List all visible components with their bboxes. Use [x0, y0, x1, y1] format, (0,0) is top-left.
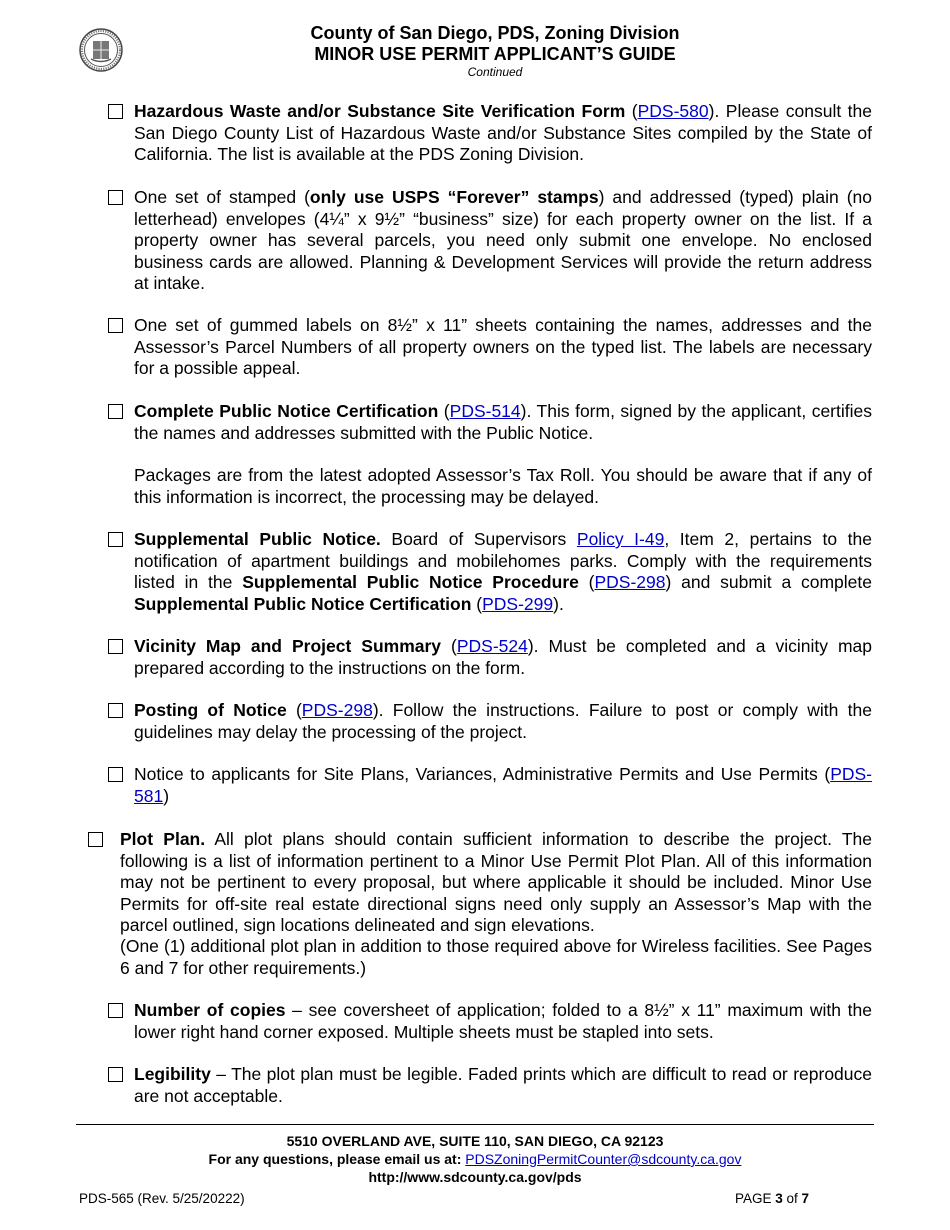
page-label: PAGE: [735, 1191, 776, 1206]
envelopes-description: ) and addressed (typed) plain (no letterhead) envelopes (4¼” x 9½” “business” size) for each property owner on the list. If a property owner has several parcels, you need only submit one envelope. No enclosed business cards are allowed. Planning & Development Services will provide the return address at intake.: [134, 187, 872, 293]
copies-description: – see coversheet of application; folded to a 8½” x 11” maximum with the lower right hand corner exposed. Multiple sheets must be stapled into sets.: [134, 1000, 872, 1042]
page-total: 7: [801, 1191, 810, 1206]
hazardous-waste-checkbox[interactable]: [108, 104, 123, 119]
envelopes-intro: One set of stamped (: [134, 187, 310, 207]
footer-page-number: [735, 1190, 809, 1208]
supplemental-procedure-title: Supplemental Public Notice Procedure: [242, 572, 579, 592]
certification-text: [134, 401, 872, 444]
legibility-checkbox[interactable]: [108, 1067, 123, 1082]
footer-address: 5510 OVERLAND AVE, SUITE 110, SAN DIEGO, CA 92123: [286, 1133, 664, 1149]
hazardous-waste-description: ). Please consult the San Diego County List of Hazardous Waste and/or Substance Sites compiled by the State of California. The list is available at the PDS Zoning Division.: [134, 101, 872, 164]
copies-title: Number of copies: [134, 1000, 286, 1020]
posting-title: Posting of Notice: [134, 700, 287, 720]
posting-description: ). Follow the instructions. Failure to post or comply with the guidelines may delay the processing of the project.: [134, 700, 872, 742]
paren-open: (: [578, 572, 595, 592]
vicinity-checkbox[interactable]: [108, 639, 123, 654]
pds-581-link[interactable]: PDS-581: [134, 764, 872, 806]
supplemental-certification-title: Supplemental Public Notice Certification: [134, 593, 472, 614]
certification-title: Complete Public Notice Certification: [134, 401, 439, 421]
labels-text: One set of gummed labels on 8½” x 11” sheets containing the names, addresses and the Assessor’s Parcel Numbers of all property owners on the typed list. The labels are necessary for a possible appeal.: [134, 315, 872, 378]
envelopes-stamps-note: only use USPS “Forever” stamps: [309, 187, 599, 207]
notice-applicants-checkbox[interactable]: [108, 767, 123, 782]
page-of: of: [782, 1191, 802, 1206]
packages-note: Packages are from the latest adopted Assessor’s Tax Roll. You should be aware that if any of this information is incorrect, the processing may be delayed.: [134, 465, 872, 507]
footer-email-link[interactable]: PDSZoningPermitCounter@sdcounty.ca.gov: [465, 1151, 742, 1167]
vicinity-text: [134, 636, 872, 679]
posting-pds-298-link[interactable]: PDS-298: [301, 700, 373, 720]
page-subtitle: MINOR USE PERMIT APPLICANT’S GUIDE: [314, 44, 676, 64]
footer-website: http://www.sdcounty.ca.gov/pds: [368, 1169, 582, 1185]
footer-divider: [76, 1124, 874, 1125]
envelopes-text: [134, 187, 872, 295]
notice-applicants-text: [134, 764, 872, 807]
notice-applicants-description: Notice to applicants for Site Plans, Variances, Administrative Permits and Use Permits (: [134, 764, 831, 784]
paren-open: (: [471, 593, 483, 614]
vicinity-title: Vicinity Map and Project Summary: [134, 636, 442, 656]
legibility-description: – The plot plan must be legible. Faded prints which are difficult to read or reproduce are not acceptable.: [134, 1064, 872, 1106]
copies-checkbox[interactable]: [108, 1003, 123, 1018]
supplemental-text-2: , Item 2, pertains to the notification of apartment buildings and mobilehomes parks. Comply with the requirements listed in the: [134, 529, 872, 592]
footer-form-id: PDS-565 (Rev. 5/25/20222): [79, 1191, 245, 1206]
supplemental-checkbox[interactable]: [108, 532, 123, 547]
paren-close: ): [163, 785, 170, 806]
hazardous-waste-text: [134, 101, 872, 166]
certification-description: ). This form, signed by the applicant, certifies the names and addresses submitted with the Public Notice.: [134, 401, 872, 443]
labels-checkbox[interactable]: [108, 318, 123, 333]
pds-299-link[interactable]: PDS-299: [482, 593, 554, 614]
plot-plan-text: [120, 829, 872, 937]
vicinity-description: ). Must be completed and a vicinity map prepared according to the instructions on the form.: [134, 636, 872, 678]
paren-open: (: [286, 700, 302, 720]
copies-text: [134, 1000, 872, 1043]
certification-checkbox[interactable]: [108, 404, 123, 419]
supplemental-title: Supplemental Public Notice.: [134, 529, 381, 549]
supplemental-text-4: ) and submit a complete: [665, 572, 872, 592]
envelopes-checkbox[interactable]: [108, 190, 123, 205]
pds-580-link[interactable]: PDS-580: [637, 101, 709, 121]
pds-514-link[interactable]: PDS-514: [449, 401, 521, 421]
supplemental-text-1: Board of Supervisors: [380, 529, 577, 549]
pds-524-link[interactable]: PDS-524: [456, 636, 528, 656]
supplemental-text: [134, 529, 872, 615]
page-title: County of San Diego, PDS, Zoning Division: [310, 23, 680, 43]
page-current: 3: [775, 1191, 783, 1206]
pds-298-link[interactable]: PDS-298: [594, 572, 666, 592]
footer-contact: [0, 1150, 950, 1168]
policy-i-49-link[interactable]: Policy I-49: [576, 529, 665, 549]
posting-checkbox[interactable]: [108, 703, 123, 718]
plot-plan-wireless-note: (One (1) additional plot plan in addition to those required above for Wireless facilities. See Pages 6 and 7 for other requirements.): [120, 936, 872, 978]
legibility-text: [134, 1064, 872, 1107]
plot-plan-description: All plot plans should contain sufficient information to describe the project. The following is a list of information pertinent to a Minor Use Permit Plot Plan. All of this information may not be pertinent to every proposal, but where applicable it should be included. Minor Use Permits for off-site real estate directional signs need only supply an Assessor’s Map with the parcel outlined, sign locations delineated and sign elevations.: [120, 829, 872, 935]
paren-open: (: [441, 636, 457, 656]
continued-label: Continued: [467, 65, 523, 79]
paren-close: ).: [553, 593, 564, 614]
plot-plan-title: Plot Plan.: [120, 829, 206, 849]
legibility-title: Legibility: [134, 1064, 211, 1084]
paren-open: (: [438, 401, 450, 421]
paren-open: (: [625, 101, 638, 121]
plot-plan-checkbox[interactable]: [88, 832, 103, 847]
posting-text: [134, 700, 872, 743]
footer-questions-label: For any questions, please email us at:: [208, 1151, 466, 1167]
hazardous-waste-title: Hazardous Waste and/or Substance Site Verification Form: [134, 101, 626, 121]
